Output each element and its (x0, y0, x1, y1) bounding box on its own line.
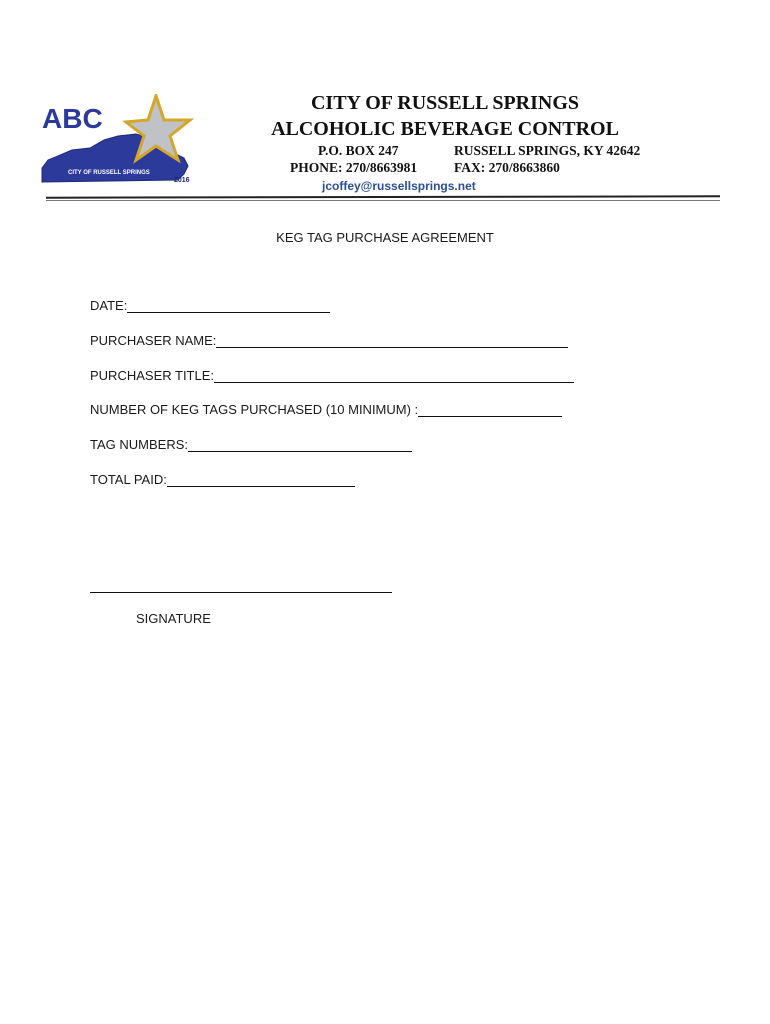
date-input-line[interactable] (127, 298, 330, 313)
keg-tags-quantity-field (90, 402, 562, 417)
logo-caption: CITY OF RUSSELL SPRINGS (68, 170, 150, 176)
date-label: DATE: (90, 298, 128, 313)
header-fax: FAX: 270/8663860 (454, 160, 560, 175)
purchaser-title-field (90, 368, 574, 383)
header-department-title: ALCOHOLIC BEVERAGE CONTROL (271, 118, 619, 140)
keg-tags-quantity-input-line[interactable] (418, 402, 562, 417)
header-email-link[interactable]: jcoffey@russellsprings.net (322, 179, 476, 193)
signature-line[interactable] (90, 592, 392, 593)
header-po-box: P.O. BOX 247 (318, 143, 399, 158)
tag-numbers-input-line[interactable] (188, 437, 412, 452)
total-paid-label: TOTAL PAID: (90, 472, 167, 487)
purchaser-name-label: PURCHASER NAME: (90, 333, 217, 348)
header-divider (46, 195, 720, 198)
form-title: KEG TAG PURCHASE AGREEMENT (276, 230, 494, 245)
total-paid-input-line[interactable] (167, 472, 355, 487)
purchaser-title-label: PURCHASER TITLE: (90, 368, 215, 383)
tag-numbers-label: TAG NUMBERS: (90, 437, 188, 452)
logo-year: 2016 (174, 177, 190, 184)
header-divider-thin (46, 200, 720, 201)
date-field (90, 298, 330, 313)
purchaser-name-input-line[interactable] (216, 333, 568, 348)
abc-logo (38, 94, 204, 184)
tag-numbers-field (90, 437, 412, 452)
signature-label: SIGNATURE (136, 611, 211, 626)
header-phone: PHONE: 270/8663981 (290, 160, 418, 175)
keg-tags-quantity-label: NUMBER OF KEG TAGS PURCHASED (10 MINIMUM) : (90, 402, 419, 417)
total-paid-field (90, 472, 355, 487)
purchaser-name-field (90, 333, 568, 348)
logo-abc-text: ABC (42, 103, 103, 134)
purchaser-title-input-line[interactable] (214, 368, 574, 383)
header-city-title: CITY OF RUSSELL SPRINGS (310, 92, 580, 114)
header-city-state: RUSSELL SPRINGS, KY 42642 (454, 143, 641, 158)
